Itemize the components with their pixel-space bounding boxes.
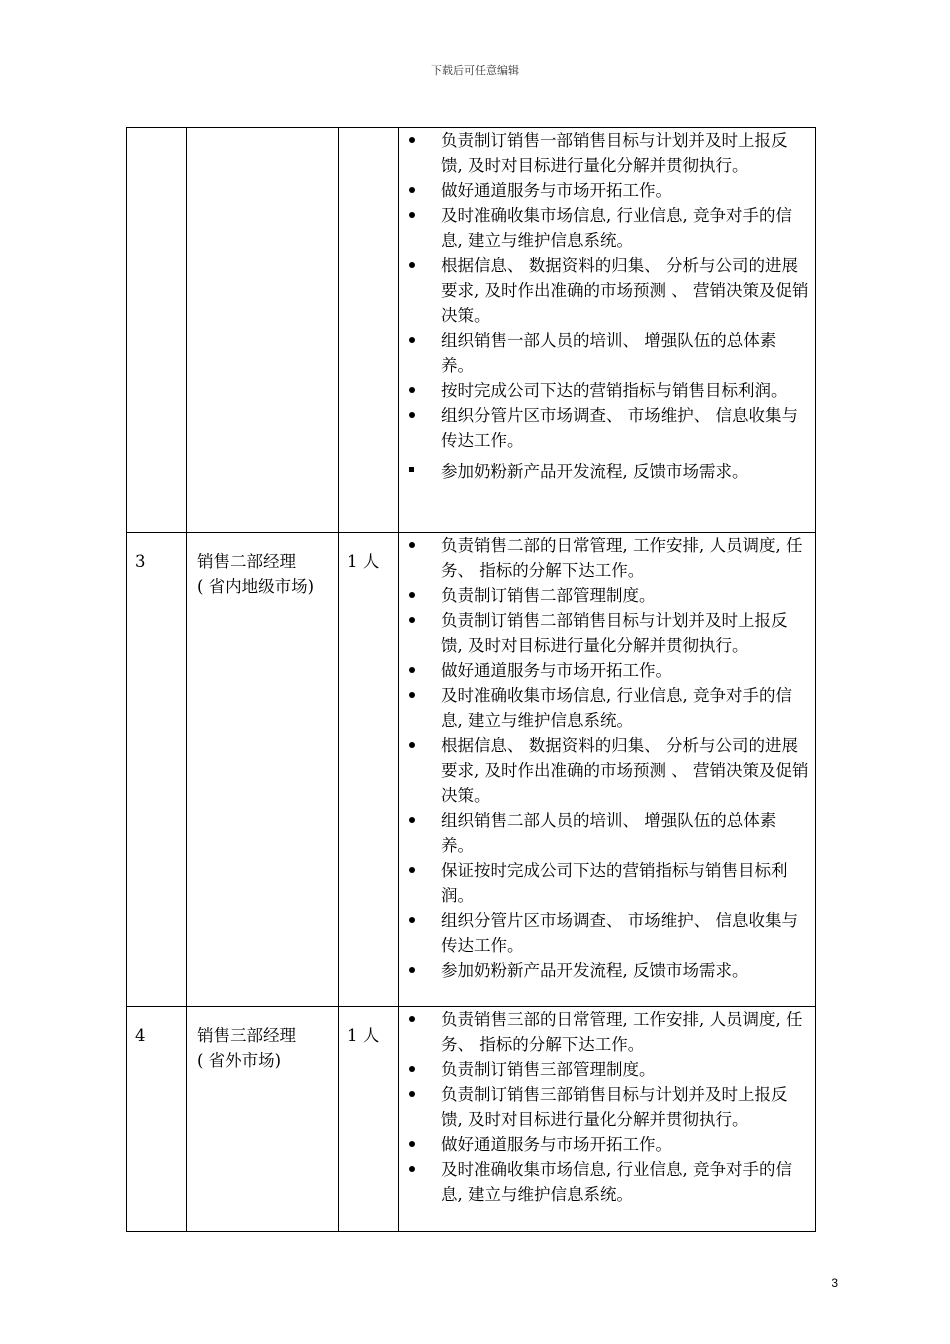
page-header: 下载后可任意编辑 <box>431 64 519 77</box>
duty-list <box>399 128 815 484</box>
bullet-dot-icon <box>409 967 415 973</box>
position-cell <box>187 128 339 533</box>
bullet-dot-icon <box>409 262 415 268</box>
page-number: 3 <box>831 1276 838 1290</box>
duty-item: 及时准确收集市场信息, 行业信息, 竞争对手的信息, 建立与维护信息系统。 <box>399 683 815 733</box>
bullet-dot-icon <box>409 742 415 748</box>
duty-item: 负责制订销售二部管理制度。 <box>399 583 815 608</box>
duties-cell <box>399 533 816 1007</box>
row-number-cell: 4 <box>127 1007 187 1232</box>
duty-item: 组织分管片区市场调查、 市场维护、 信息收集与传达工作。 <box>399 908 815 958</box>
duty-item: 保证按时完成公司下达的营销指标与销售目标利润。 <box>399 858 815 908</box>
duty-item: 负责制订销售一部销售目标与计划并及时上报反馈, 及时对目标进行量化分解并贯彻执行。 <box>399 128 815 178</box>
bullet-dot-icon <box>409 212 415 218</box>
table-row <box>127 533 816 1007</box>
bullet-dot-icon <box>409 592 415 598</box>
row-number-cell <box>127 128 187 533</box>
position-cell: 销售二部经理 ( 省内地级市场) <box>187 533 339 1007</box>
bullet-dot-icon <box>409 1066 415 1072</box>
bullet-dot-icon <box>409 412 415 418</box>
bullet-dot-icon <box>409 692 415 698</box>
duty-item: 负责制订销售三部管理制度。 <box>399 1057 815 1082</box>
duty-item: 组织销售一部人员的培训、 增强队伍的总体素养。 <box>399 328 815 378</box>
duty-list <box>399 1007 815 1207</box>
bullet-dot-icon <box>409 542 415 548</box>
duty-item: 做好通道服务与市场开拓工作。 <box>399 658 815 683</box>
duty-item: 根据信息、 数据资料的归集、 分析与公司的进展要求, 及时作出准确的市场预测 、 营销决策及促销决策。 <box>399 253 815 328</box>
duty-item: 参加奶粉新产品开发流程, 反馈市场需求。 <box>399 958 815 983</box>
bullet-dot-icon <box>409 187 415 193</box>
duty-item: 组织销售二部人员的培训、 增强队伍的总体素养。 <box>399 808 815 858</box>
duty-item: 做好通道服务与市场开拓工作。 <box>399 1132 815 1157</box>
bullet-dot-icon <box>409 137 415 143</box>
bullet-dot-icon <box>409 1016 415 1022</box>
duty-item: 组织分管片区市场调查、 市场维护、 信息收集与传达工作。 <box>399 403 815 453</box>
bullet-dot-icon <box>409 387 415 393</box>
table-row <box>127 1007 816 1232</box>
bullet-dot-icon <box>409 867 415 873</box>
duty-item: 负责制订销售三部销售目标与计划并及时上报反馈, 及时对目标进行量化分解并贯彻执行。 <box>399 1082 815 1132</box>
bullet-dot-icon <box>409 617 415 623</box>
headcount-cell: 1 人 <box>339 533 399 1007</box>
duty-item: 及时准确收集市场信息, 行业信息, 竞争对手的信息, 建立与维护信息系统。 <box>399 1157 815 1207</box>
duty-item: 参加奶粉新产品开发流程, 反馈市场需求。 <box>399 453 815 484</box>
duty-item: 负责制订销售二部销售目标与计划并及时上报反馈, 及时对目标进行量化分解并贯彻执行。 <box>399 608 815 658</box>
bullet-dot-icon <box>409 337 415 343</box>
duty-item: 做好通道服务与市场开拓工作。 <box>399 178 815 203</box>
duty-item: 按时完成公司下达的营销指标与销售目标利润。 <box>399 378 815 403</box>
job-duty-table <box>126 127 816 1232</box>
row-number-cell: 3 <box>127 533 187 1007</box>
bullet-dot-icon <box>409 1091 415 1097</box>
duty-item: 负责销售二部的日常管理, 工作安排, 人员调度, 任务、 指标的分解下达工作。 <box>399 533 815 583</box>
bullet-dot-icon <box>409 667 415 673</box>
duty-item: 根据信息、 数据资料的归集、 分析与公司的进展要求, 及时作出准确的市场预测 、 营销决策及促销决策。 <box>399 733 815 808</box>
duty-list <box>399 533 815 983</box>
table-row <box>127 128 816 533</box>
duties-cell <box>399 1007 816 1232</box>
bullet-dot-icon <box>409 1141 415 1147</box>
bullet-square-icon <box>409 467 414 472</box>
headcount-cell <box>339 128 399 533</box>
duty-item: 及时准确收集市场信息, 行业信息, 竞争对手的信息, 建立与维护信息系统。 <box>399 203 815 253</box>
duties-cell <box>399 128 816 533</box>
bullet-dot-icon <box>409 817 415 823</box>
bullet-dot-icon <box>409 917 415 923</box>
headcount-cell: 1 人 <box>339 1007 399 1232</box>
position-cell: 销售三部经理 ( 省外市场) <box>187 1007 339 1232</box>
duty-item: 负责销售三部的日常管理, 工作安排, 人员调度, 任务、 指标的分解下达工作。 <box>399 1007 815 1057</box>
bullet-dot-icon <box>409 1166 415 1172</box>
